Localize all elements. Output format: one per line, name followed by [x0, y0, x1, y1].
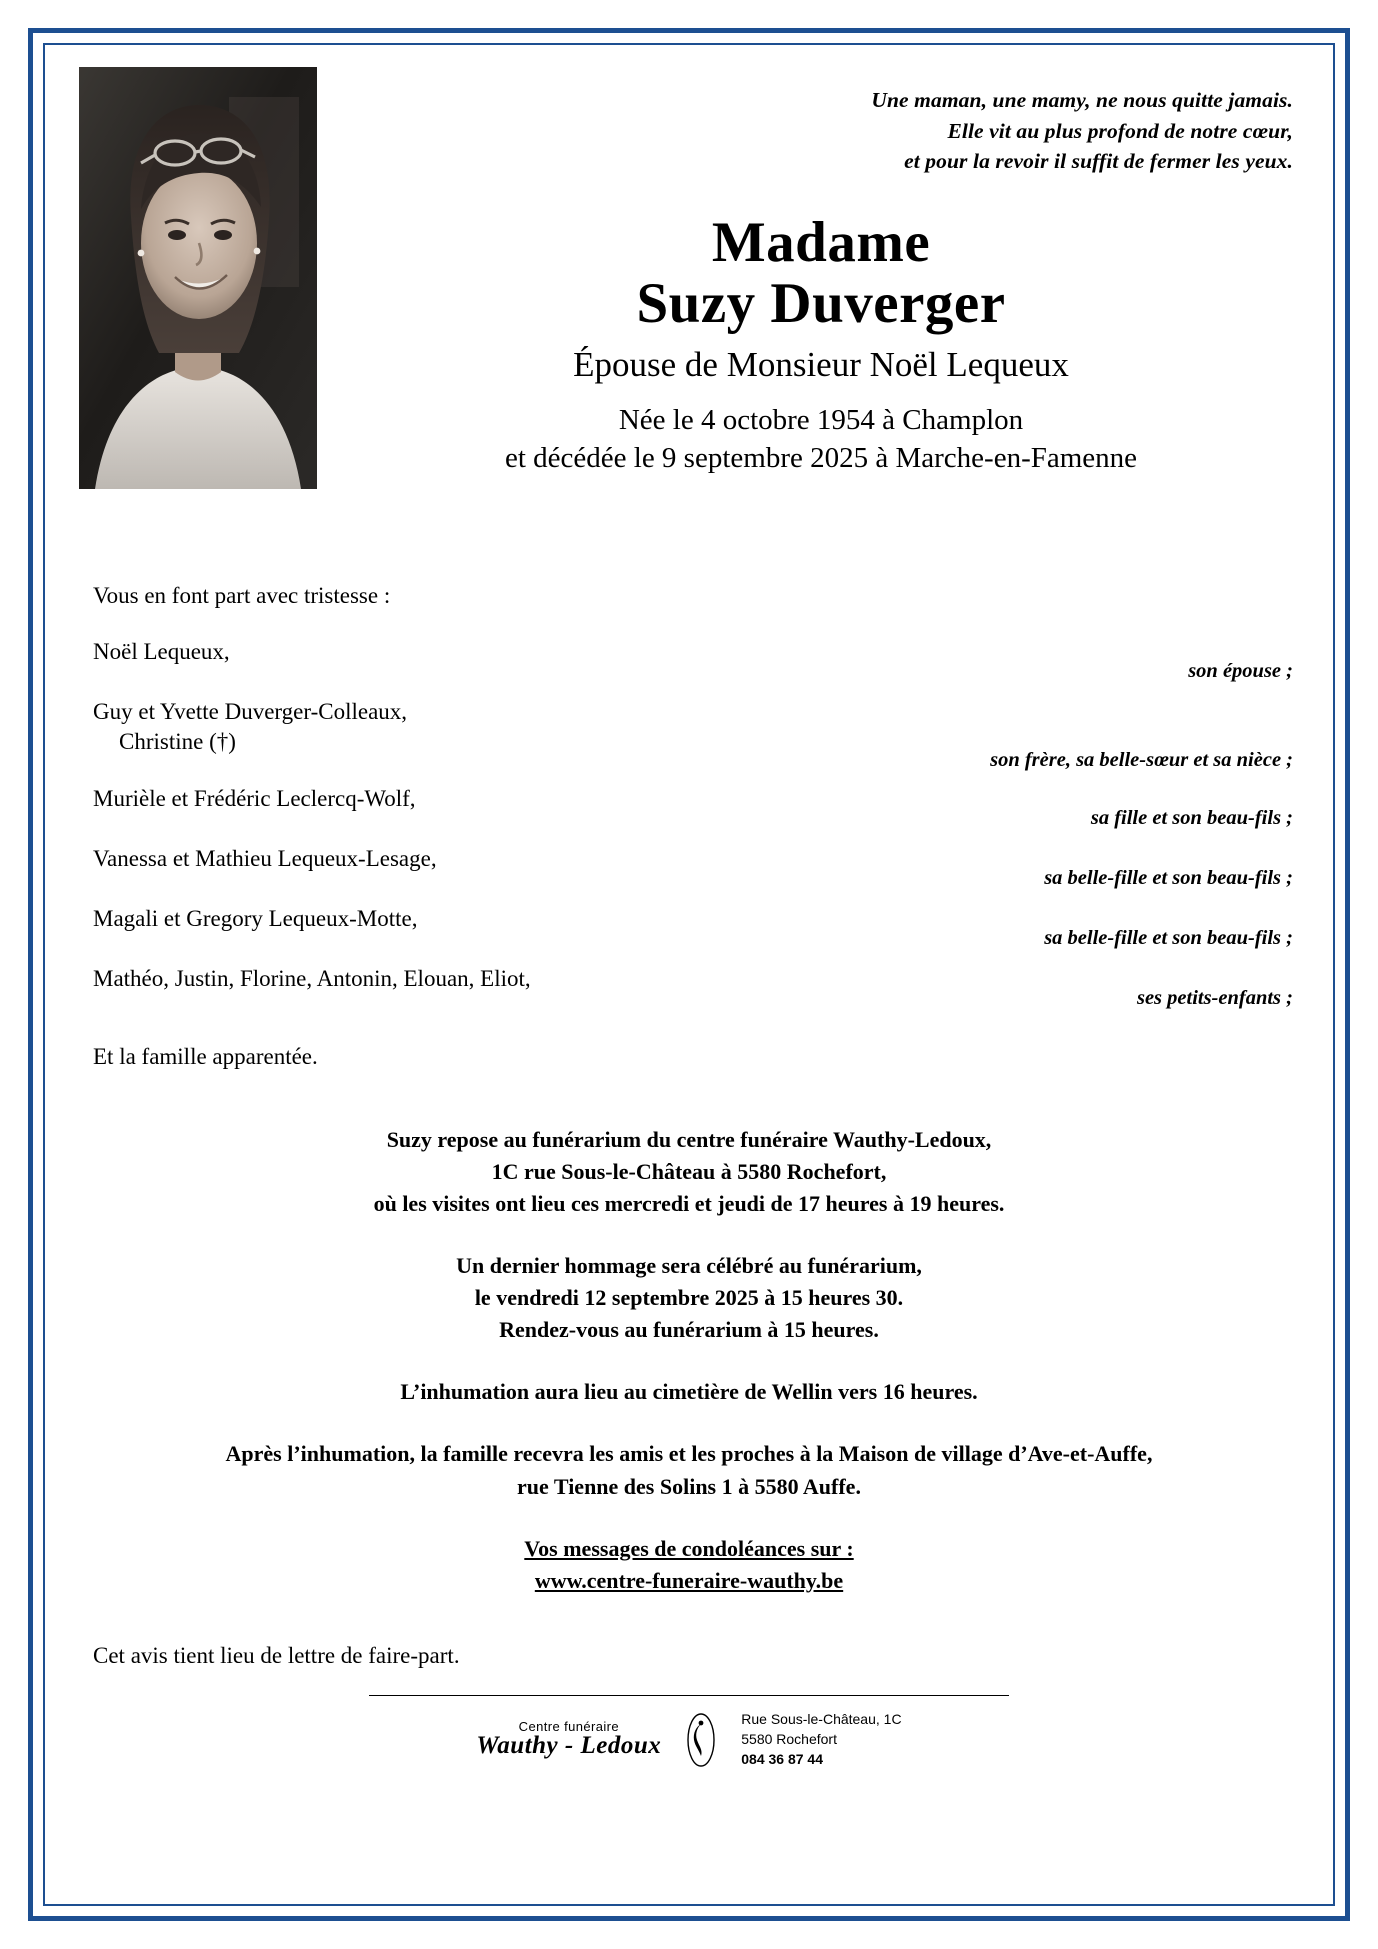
faire-part-notice: Cet avis tient lieu de lettre de faire-part. [93, 1642, 460, 1668]
family-intro: Vous en font part avec tristesse : [93, 583, 391, 608]
condolences-block [79, 1533, 1299, 1597]
outer-border [28, 28, 1350, 1921]
header-text-block [343, 67, 1299, 478]
address-line-2: 5580 Rochefort [741, 1730, 837, 1747]
family-row [93, 637, 1299, 682]
repose-line-1: Suzy repose au funérarium du centre funéraire Wauthy-Ledoux, [386, 1126, 992, 1152]
ceremony-section [79, 1124, 1299, 1597]
repose-line-2: 1C rue Sous-le-Château à 5580 Rochefort, [491, 1158, 887, 1184]
reception-line-1: Après l’inhumation, la famille recevra les amis et les proches à la Maison de village d’Ave-et-Auffe, [225, 1441, 1153, 1467]
family-names: Murièle et Frédéric Leclercq-Wolf, [93, 785, 416, 811]
homage-line-2: le vendredi 12 septembre 2025 à 15 heures 30. [474, 1285, 904, 1311]
epitaph-line-3: et pour la revoir il suffit de fermer les yeux. [904, 149, 1293, 174]
company-logo [476, 1720, 661, 1760]
family-relation: sa fille et son beau-fils ; [1090, 806, 1293, 829]
repose-block [79, 1124, 1299, 1220]
condolences-title: Vos messages de condoléances sur : [524, 1535, 854, 1561]
family-relation: son épouse ; [1188, 660, 1293, 682]
family-relation: son frère, sa belle-sœur et sa nièce ; [990, 748, 1293, 771]
family-row [93, 697, 1299, 771]
family-section [79, 583, 1299, 1070]
family-row [93, 904, 1299, 949]
homage-block [79, 1250, 1299, 1346]
family-relation: sa belle-fille et son beau-fils ; [1044, 926, 1293, 949]
reception-line-2: rue Tienne des Solins 1 à 5580 Auffe. [517, 1473, 861, 1499]
reception-block [79, 1438, 1299, 1502]
death-line: et décédée le 9 septembre 2025 à Marche-en-Famenne [504, 441, 1138, 474]
logo-name: Wauthy - Ledoux [476, 1732, 662, 1760]
family-names: Mathéo, Justin, Florine, Antonin, Elouan, Eliot, [93, 965, 531, 991]
address-line-1: Rue Sous-le-Château, 1C [741, 1710, 902, 1727]
family-row [93, 964, 1299, 1009]
family-relation: sa belle-fille et son beau-fils ; [1044, 866, 1293, 889]
inner-border [43, 43, 1335, 1906]
homage-line-3: Rendez-vous au funérarium à 15 heures. [499, 1317, 879, 1343]
homage-line-1: Un dernier hommage sera célébré au funérarium, [456, 1253, 922, 1279]
title-madame: Madame [711, 210, 931, 274]
footer-section [79, 1710, 1299, 1770]
phone-number: 084 36 87 44 [741, 1750, 823, 1767]
family-names: Vanessa et Mathieu Lequeux-Lesage, [93, 845, 437, 871]
family-names [93, 697, 733, 758]
family-names-primary: Guy et Yvette Duverger-Colleaux, [93, 699, 408, 724]
family-names-secondary: Christine (†) [119, 729, 236, 755]
burial-block [79, 1376, 1299, 1408]
footer-divider [369, 1695, 1009, 1696]
dove-icon [679, 1712, 723, 1768]
family-names: Magali et Gregory Lequeux-Motte, [93, 905, 418, 931]
family-names: Noël Lequeux, [93, 639, 230, 664]
header-section [79, 67, 1299, 537]
company-address [741, 1710, 901, 1770]
family-row [93, 844, 1299, 889]
deceased-name: Suzy Duverger [636, 271, 1006, 335]
family-closing: Et la famille apparentée. [93, 1043, 318, 1069]
family-row [93, 784, 1299, 829]
family-relation: ses petits-enfants ; [1136, 986, 1293, 1009]
spouse-line: Épouse de Monsieur Noël Lequeux [573, 344, 1069, 384]
condolences-url[interactable]: www.centre-funeraire-wauthy.be [534, 1567, 844, 1593]
repose-line-3: où les visites ont lieu ces mercredi et jeudi de 17 heures à 19 heures. [373, 1190, 1005, 1216]
logo-subtitle: Centre funéraire [518, 1718, 619, 1734]
birth-line: Née le 4 octobre 1954 à Champlon [618, 404, 1024, 437]
epitaph-line-2: Elle vit au plus profond de notre cœur, [947, 118, 1293, 143]
burial-line-1: L’inhumation aura lieu au cimetière de Wellin vers 16 heures. [400, 1379, 978, 1405]
epitaph-line-1: Une maman, une mamy, ne nous quitte jamais. [871, 88, 1293, 112]
epitaph [343, 85, 1299, 177]
portrait-photo [79, 67, 317, 489]
